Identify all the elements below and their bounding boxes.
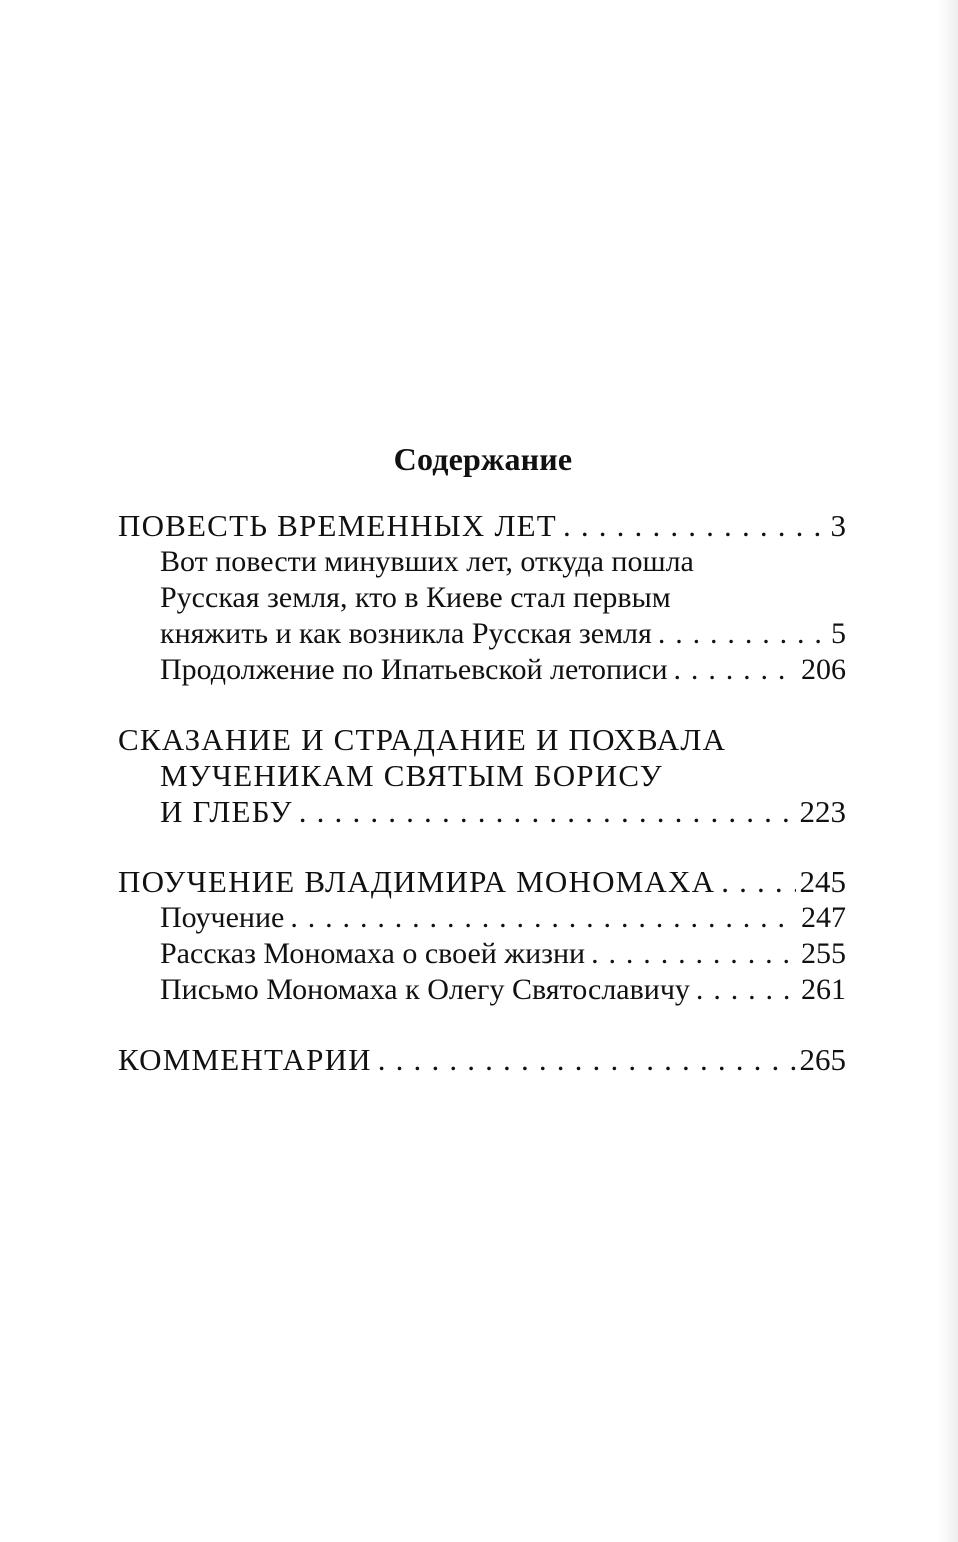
toc-subentry-line xyxy=(118,544,846,580)
toc-page-number: 223 xyxy=(799,794,846,829)
toc-page-number: 245 xyxy=(799,864,846,899)
dot-leader xyxy=(372,1042,796,1078)
toc-page-number: 265 xyxy=(799,1042,846,1077)
toc-entry[interactable] xyxy=(118,508,846,544)
toc-entry-title: МУЧЕНИКАМ СВЯТЫМ БОРИСУ xyxy=(160,758,663,793)
dot-leader xyxy=(293,794,796,830)
page-edge-shadow xyxy=(936,0,958,1542)
toc-subentry[interactable] xyxy=(118,616,846,652)
toc-subentry-title: Русская земля, кто в Киеве стал первым xyxy=(160,581,671,614)
dot-leader xyxy=(668,652,797,688)
toc-entry[interactable] xyxy=(118,1042,846,1078)
toc-subentry[interactable] xyxy=(118,972,846,1008)
toc-section-skazanie xyxy=(118,722,846,830)
toc-entry-line xyxy=(118,758,846,794)
toc-subentry[interactable] xyxy=(118,936,846,972)
toc-subentry[interactable] xyxy=(118,652,846,688)
toc-entry[interactable] xyxy=(118,864,846,900)
dot-leader xyxy=(690,972,797,1008)
toc-page-number: 3 xyxy=(830,508,846,543)
toc-subentry-title: Рассказ Мономаха о своей жизни xyxy=(160,937,586,970)
toc-section-pouchenie xyxy=(118,864,846,1008)
toc-page-number: 261 xyxy=(801,973,846,1006)
toc-subentry-title: Продолжение по Ипатьевской летописи xyxy=(160,653,668,686)
toc-entry-title: СКАЗАНИЕ И СТРАДАНИЕ И ПОХВАЛА xyxy=(118,722,727,757)
toc-entry-title: КОММЕНТАРИИ xyxy=(118,1042,372,1077)
dot-leader xyxy=(557,508,827,544)
table-of-contents xyxy=(118,508,846,1078)
dot-leader xyxy=(715,864,795,900)
dot-leader xyxy=(284,900,797,936)
toc-page-number: 5 xyxy=(831,617,846,650)
toc-section-povest xyxy=(118,508,846,688)
toc-subentry-line xyxy=(118,580,846,616)
page-title: Содержание xyxy=(393,441,573,478)
toc-page-number: 255 xyxy=(801,937,846,970)
dot-leader xyxy=(652,616,827,652)
toc-entry-line xyxy=(118,722,846,758)
toc-page-number: 247 xyxy=(801,901,846,934)
toc-entry-title: И ГЛЕБУ xyxy=(160,794,293,829)
toc-subentry-title: княжить и как возникла Русская земля xyxy=(160,617,652,650)
toc-subentry-title: Вот повести минувших лет, откуда пошла xyxy=(160,545,694,578)
toc-entry-title: ПОВЕСТЬ ВРЕМЕННЫХ ЛЕТ xyxy=(118,508,557,543)
toc-page-number: 206 xyxy=(801,653,846,686)
toc-entry[interactable] xyxy=(118,794,846,830)
toc-subentry-title: Поучение xyxy=(160,901,285,934)
toc-section-kommentarii xyxy=(118,1042,846,1078)
dot-leader xyxy=(585,936,797,972)
toc-entry-title: ПОУЧЕНИЕ ВЛАДИМИРА МОНОМАХА xyxy=(118,864,716,899)
toc-subentry[interactable] xyxy=(118,900,846,936)
toc-subentry-title: Письмо Мономаха к Олегу Святославичу xyxy=(160,973,690,1006)
